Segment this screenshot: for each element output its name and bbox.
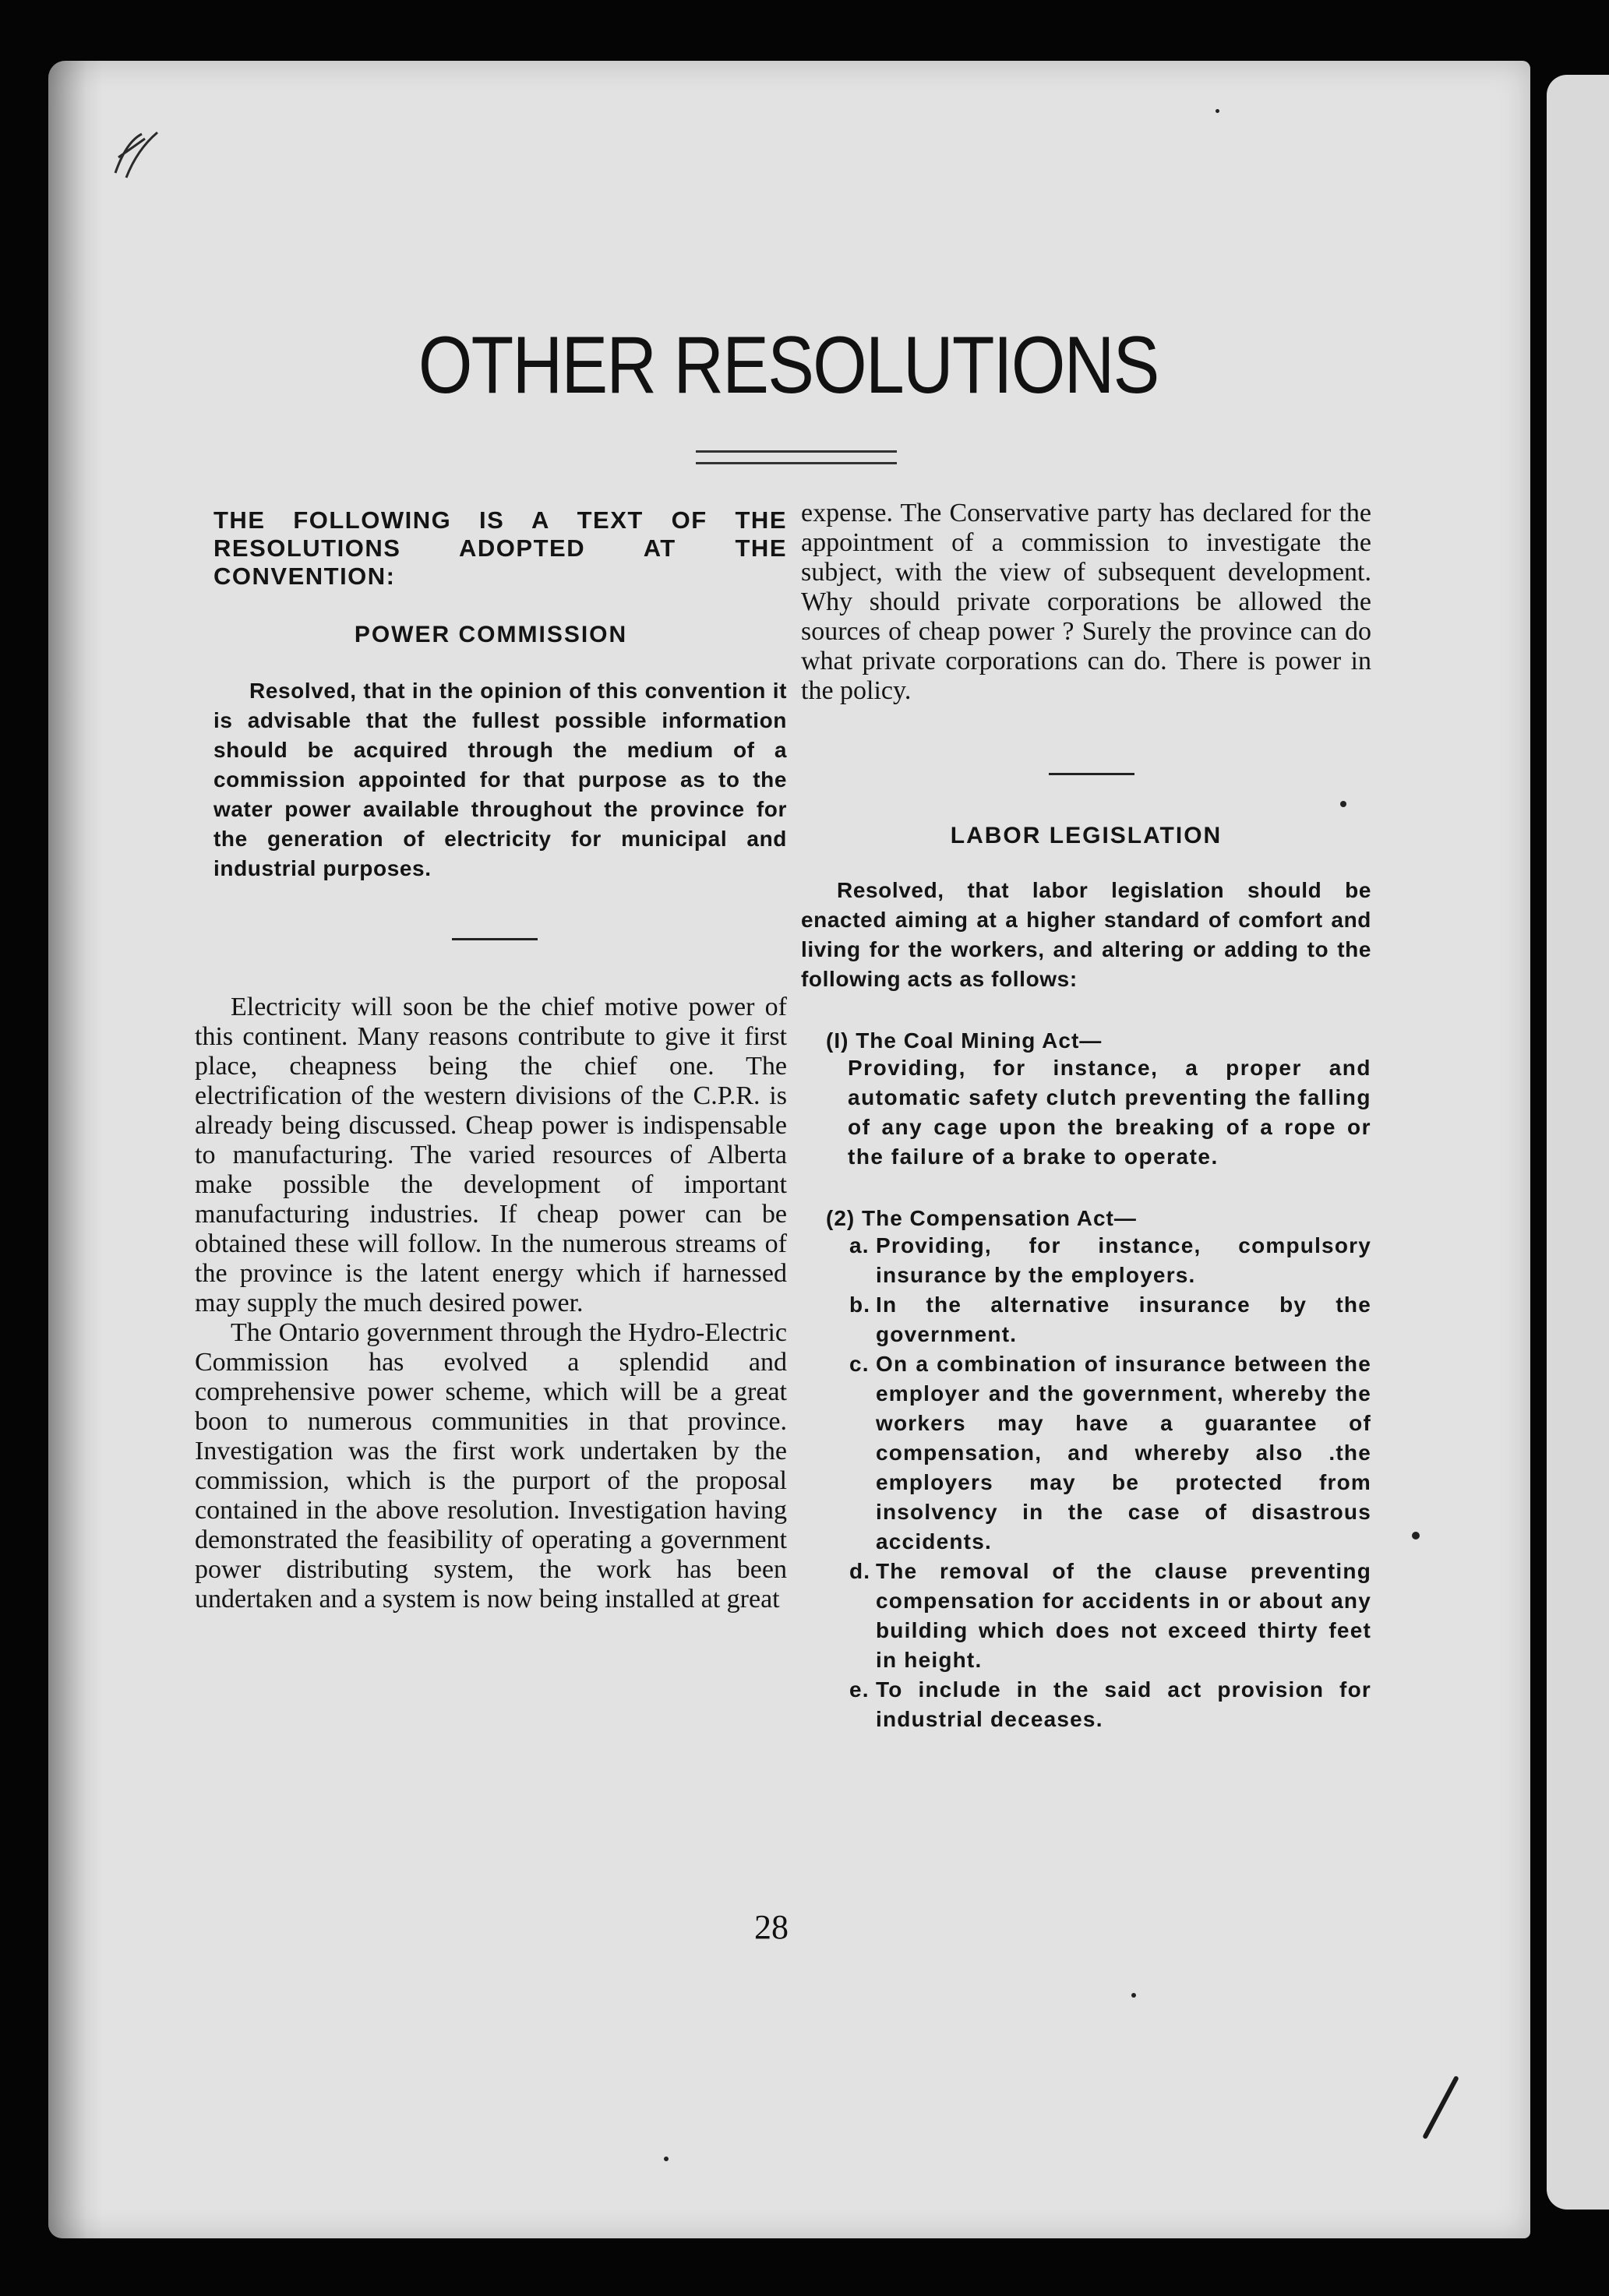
section-divider — [1049, 773, 1134, 775]
coal-mining-act-body: Providing, for instance, a proper and automatic safety clutch preventing the falling of any cage upon the breaking of a rope or the failure of a brake to operate. — [848, 1056, 1371, 1169]
compensation-item-d — [849, 1557, 1371, 1675]
corner-scribble-mark — [111, 126, 165, 181]
left-divider-spacer — [195, 883, 787, 993]
item-text: Providing, for instance, compulsory insurance by the employers. — [876, 1233, 1371, 1287]
labor-legislation-heading: LABOR LEGISLATION — [950, 823, 1223, 848]
compensation-item-a — [849, 1231, 1371, 1290]
power-commission-heading: POWER COMMISSION — [354, 622, 628, 647]
compensation-act-title: (2) The Compensation Act— — [826, 1206, 1137, 1230]
power-commission-paragraph-2-continued: expense. The Conservative party has declared for the appointment of a commission to investigate the subject, with the view of subsequent development. Why should private corporations be allowed the sources of cheap power ? Surely the province can do what private corporations can do. There is power in the policy. — [801, 499, 1371, 705]
power-commission-resolution: Resolved, that in the opinion of this convention it is advisable that the fullest possible information should be acquired through the medium of a commission appointed for that purpose as to the water power available throughout the province for the generation of electricity for municipal and industrial purposes. — [213, 679, 787, 880]
scan-speck — [1340, 801, 1346, 807]
power-commission-paragraph-1: Electricity will soon be the chief motive power of this continent. Many reasons contribute to give it first place, cheapness being the chief one. The electrification of the western divisions of the C.P.R. is already being discussed. Cheap power is indispensable to manufacturing. The varied resources of Alberta make possible the development of important manufacturing industries. If cheap power can be obtained these will follow. In the numerous streams of the province is the latent energy which if harnessed may supply the much desired power. — [195, 993, 787, 1317]
scan-speck — [1216, 109, 1219, 113]
adjacent-page-edge — [1547, 75, 1609, 2210]
section-divider — [452, 938, 538, 940]
left-column — [195, 499, 787, 1614]
item-letter: e. — [849, 1677, 870, 1702]
item-text: The removal of the clause preventing compensation for accidents in or about any building which does not exceed thirty feet in height. — [876, 1559, 1371, 1672]
compensation-item-c — [849, 1349, 1371, 1557]
compensation-item-b — [849, 1290, 1371, 1349]
labor-legislation-resolution: Resolved, that labor legislation should be enacted aiming at a higher standard of comfort and living for the workers, and altering or adding to the following acts as follows: — [801, 878, 1371, 991]
item-letter: a. — [849, 1233, 870, 1257]
right-column — [801, 499, 1371, 1734]
item-text: To include in the said act provision for industrial deceases. — [876, 1677, 1371, 1731]
item-text: On a combination of insurance between the employer and the government, whereby the workers may have a guarantee of compensation, and whereby also .the employers may be protected from insolvency in the case of disastrous accidents. — [876, 1352, 1371, 1554]
item-letter: b. — [849, 1293, 871, 1317]
power-commission-paragraph-2: The Ontario government through the Hydro-Electric Commission has evolved a splendid and comprehensive power scheme, which will be a great boon to numerous communities in that province. Investigation was the first work undertaken by the commission, which is the purport of the proposal contained in the above resolution. Investigation having demonstrated the feasibility of operating a government power distributing system, the work has been undertaken and a system is now being installed at great — [195, 1318, 787, 1614]
right-divider-spacer — [801, 706, 1371, 823]
item-letter: c. — [849, 1352, 870, 1376]
compensation-item-e — [849, 1675, 1371, 1734]
coal-mining-act-title: (I) The Coal Mining Act— — [826, 1028, 1103, 1053]
page-number: 28 — [754, 1908, 789, 1946]
scan-speck — [664, 2157, 669, 2161]
scan-speck — [1131, 1993, 1136, 1998]
item-letter: d. — [849, 1559, 871, 1583]
intro-text: THE FOLLOWING IS A TEXT OF THE RESOLUTIONS ADOPTED AT THE CONVENTION: — [213, 506, 787, 590]
item-text: In the alternative insurance by the government. — [876, 1293, 1371, 1346]
title-divider — [696, 450, 897, 464]
page-title: OTHER RESOLUTIONS — [418, 320, 1159, 411]
scan-speck — [1412, 1532, 1420, 1539]
